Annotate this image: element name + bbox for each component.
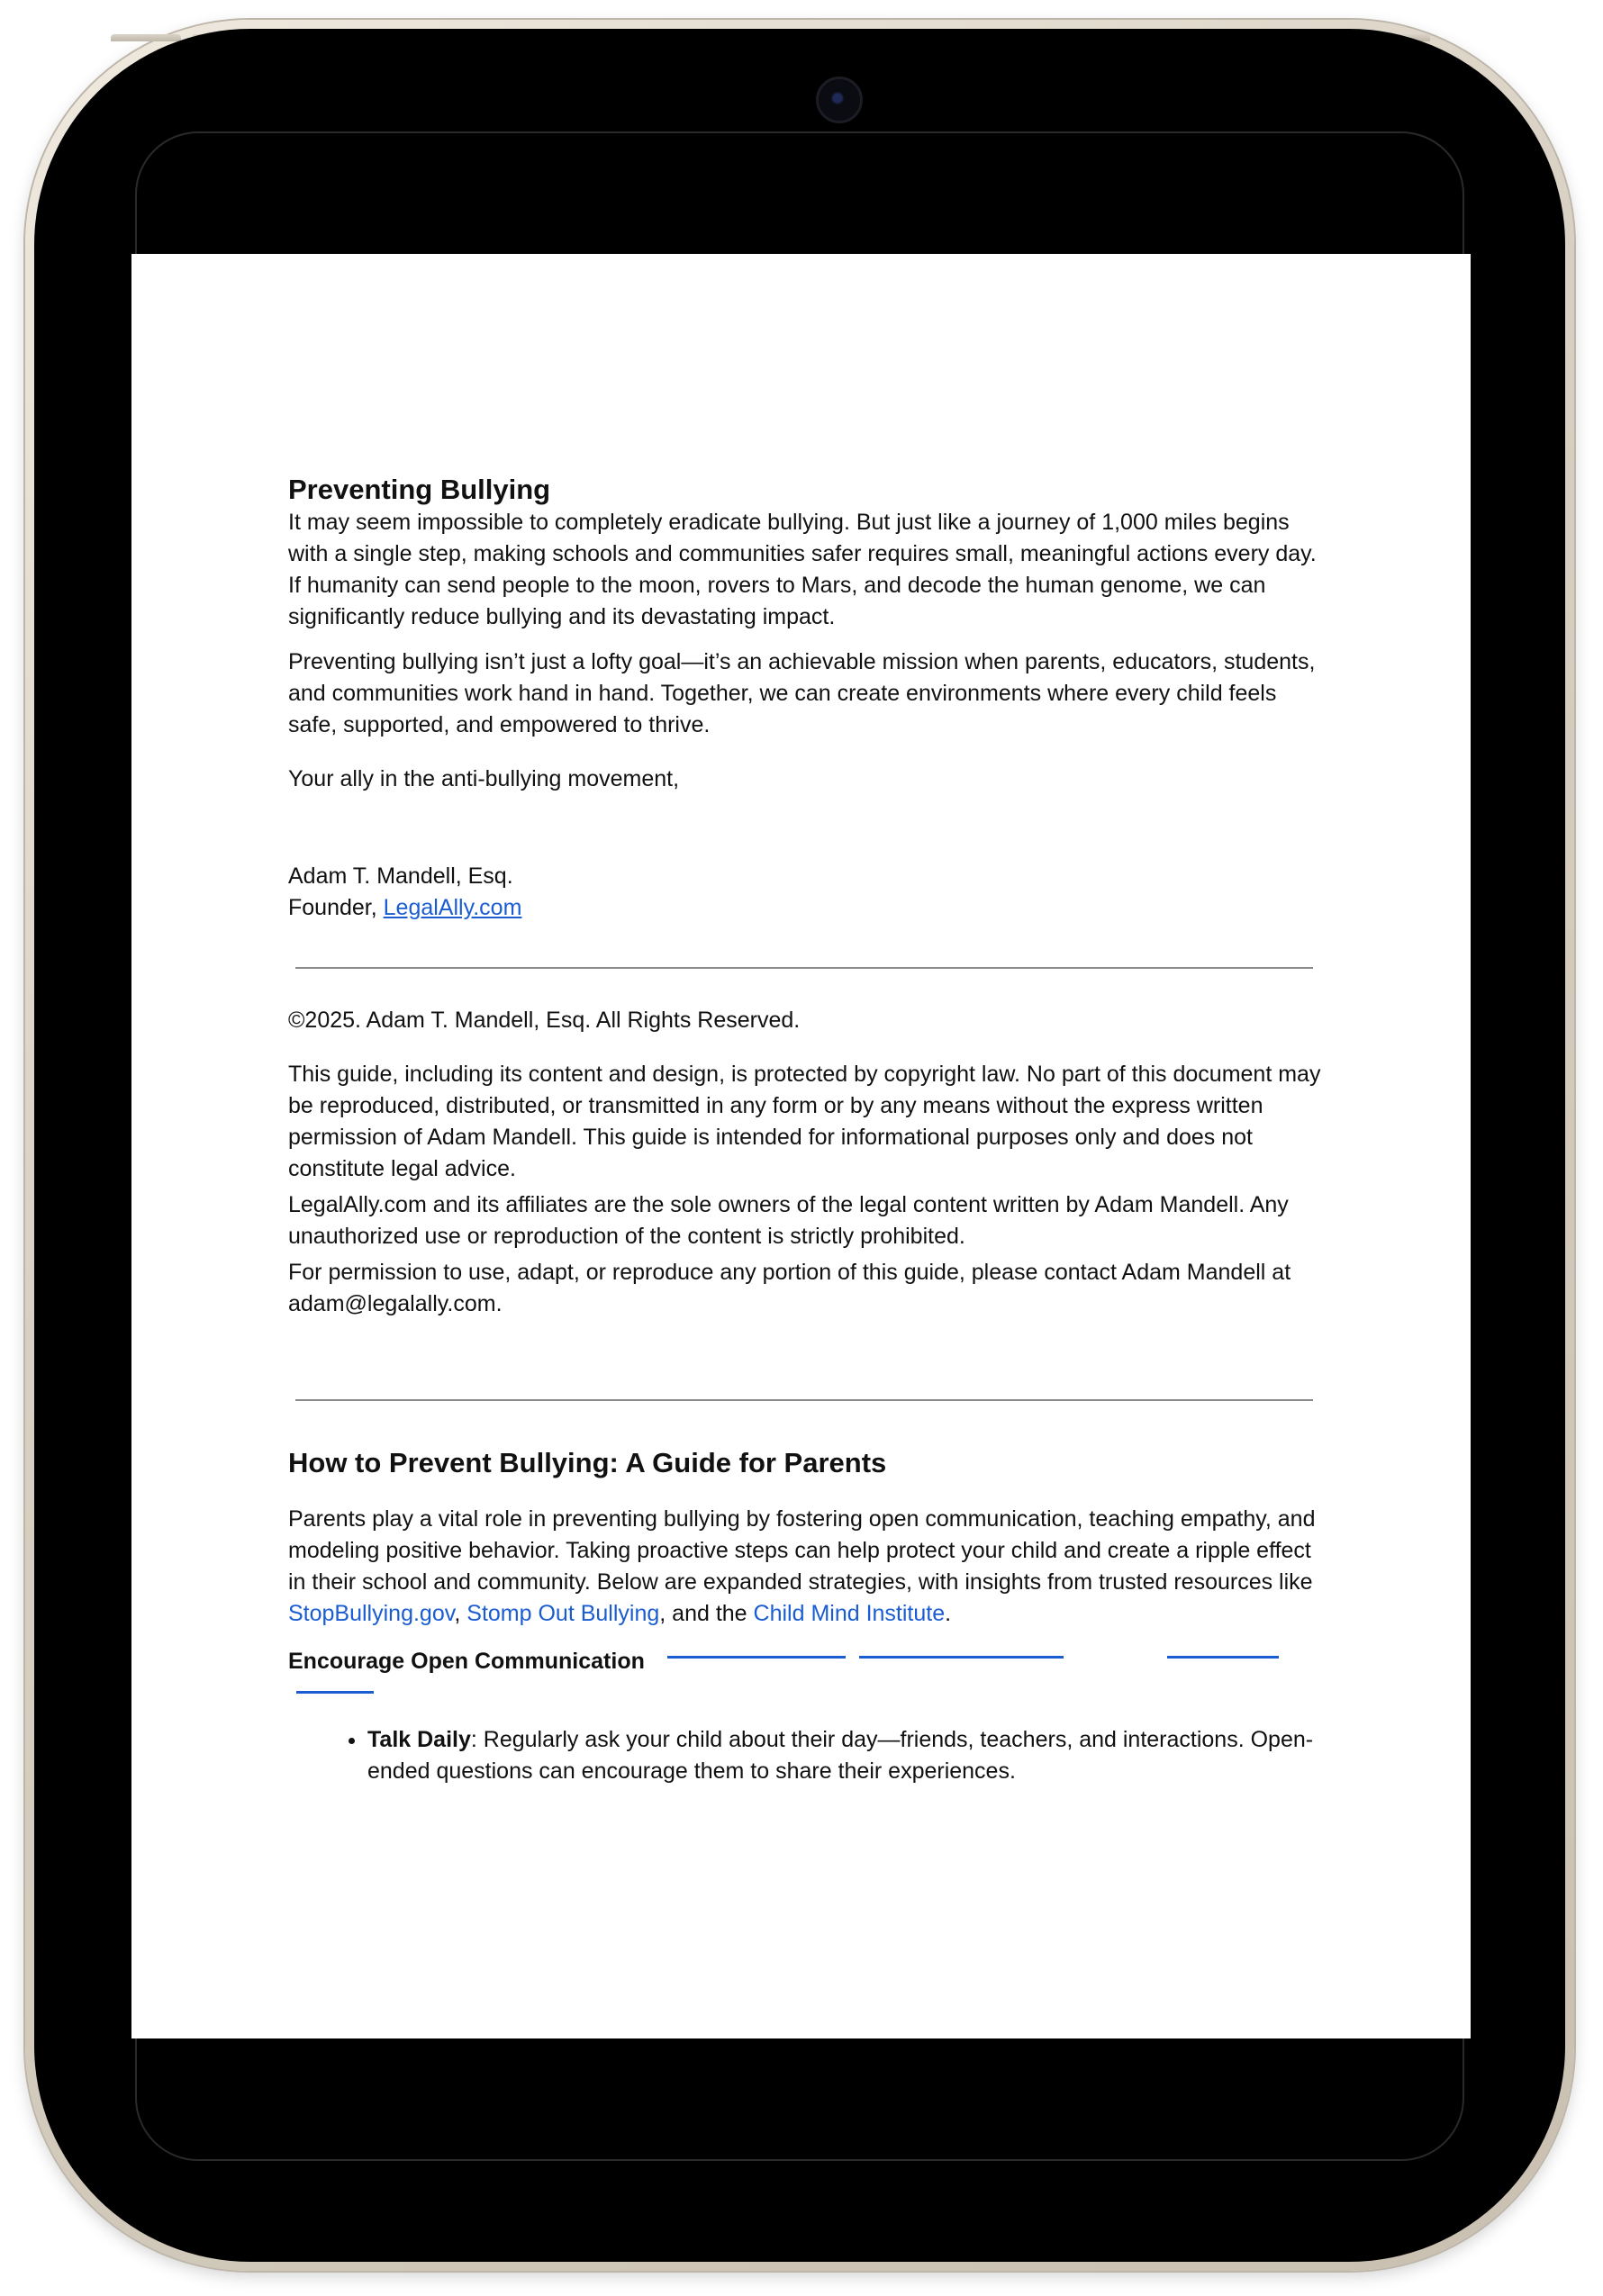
document-screen[interactable] xyxy=(131,254,1471,2038)
paragraph: It may seem impossible to completely eradicate bullying. But just like a journey of 1,000 miles begins with a single step, making schools and communities safer requires small, meaningful actions every day. If humanity can send people to the moon, rovers to Mars, and decode the human genome, we can significantly reduce bullying and its devastating impact. xyxy=(288,510,1317,629)
section-title-preventing-bullying: Preventing Bullying xyxy=(288,474,551,505)
paragraph: Preventing bullying isn’t just a lofty goal—it’s an achievable mission when parents, educators, students, and communities work hand in hand. Together, we can create environments where every child feels safe, supported, and empowered to thrive. xyxy=(288,649,1316,737)
link-underline xyxy=(296,1691,374,1694)
closing-line: Your ally in the anti-bullying movement, xyxy=(288,766,680,791)
child-mind-institute-link[interactable]: Child Mind Institute xyxy=(753,1600,946,1626)
stopbullying-link[interactable]: StopBullying.gov xyxy=(288,1600,455,1626)
link-underline xyxy=(667,1656,846,1659)
strategy-list xyxy=(288,1724,1324,1787)
copyright-line: ©2025. Adam T. Mandell, Esq. All Rights Reserved. xyxy=(288,1008,801,1033)
divider xyxy=(295,967,1313,969)
signature-name: Adam T. Mandell, Esq. xyxy=(288,863,513,889)
list-item: • Talk Daily: Regularly ask your child about their day—friends, teachers, and interactions. Open-ended questions can encourage them to share their experiences. xyxy=(367,1724,1324,1787)
copyright-paragraph: For permission to use, adapt, or reproduce any portion of this guide, please contact Adam Mandell at adam@legalally.com. xyxy=(288,1260,1291,1316)
front-camera-icon xyxy=(816,77,863,123)
link-underline xyxy=(1167,1656,1279,1659)
signature-role: Founder, LegalAlly.com xyxy=(288,895,522,920)
volume-button xyxy=(111,34,181,41)
copyright-paragraph: LegalAlly.com and its affiliates are the sole owners of the legal content written by Adam Mandell. Any unauthorized use or reproduction of the content is strictly prohibited. xyxy=(288,1192,1289,1249)
link-underline xyxy=(859,1656,1064,1659)
stomp-out-bullying-link[interactable]: Stomp Out Bullying xyxy=(466,1600,660,1626)
copyright-paragraph: This guide, including its content and design, is protected by copyright law. No part of this document may be reproduced, distributed, or transmitted in any form or by any means without the express written permission of Adam Mandell. This guide is intended for informational purposes only and does not constitute legal advice. xyxy=(288,1062,1321,1181)
intro-paragraph: Parents play a vital role in preventing bullying by fostering open communication, teaching empathy, and modeling positive behavior. Taking proactive steps can help protect your child and create a ripple effect in their school and community. Below are expanded strategies, with insights from trusted resources like StopBullying.gov, Stomp Out Bullying, and the Child Mind Institute. xyxy=(288,1505,1316,1626)
document-page xyxy=(288,473,1324,1787)
divider xyxy=(295,1399,1313,1401)
section-title-parents-guide: How to Prevent Bullying: A Guide for Parents xyxy=(288,1447,887,1478)
legalally-link[interactable]: LegalAlly.com xyxy=(383,895,522,920)
subheading-open-communication: Encourage Open Communication xyxy=(288,1648,645,1674)
